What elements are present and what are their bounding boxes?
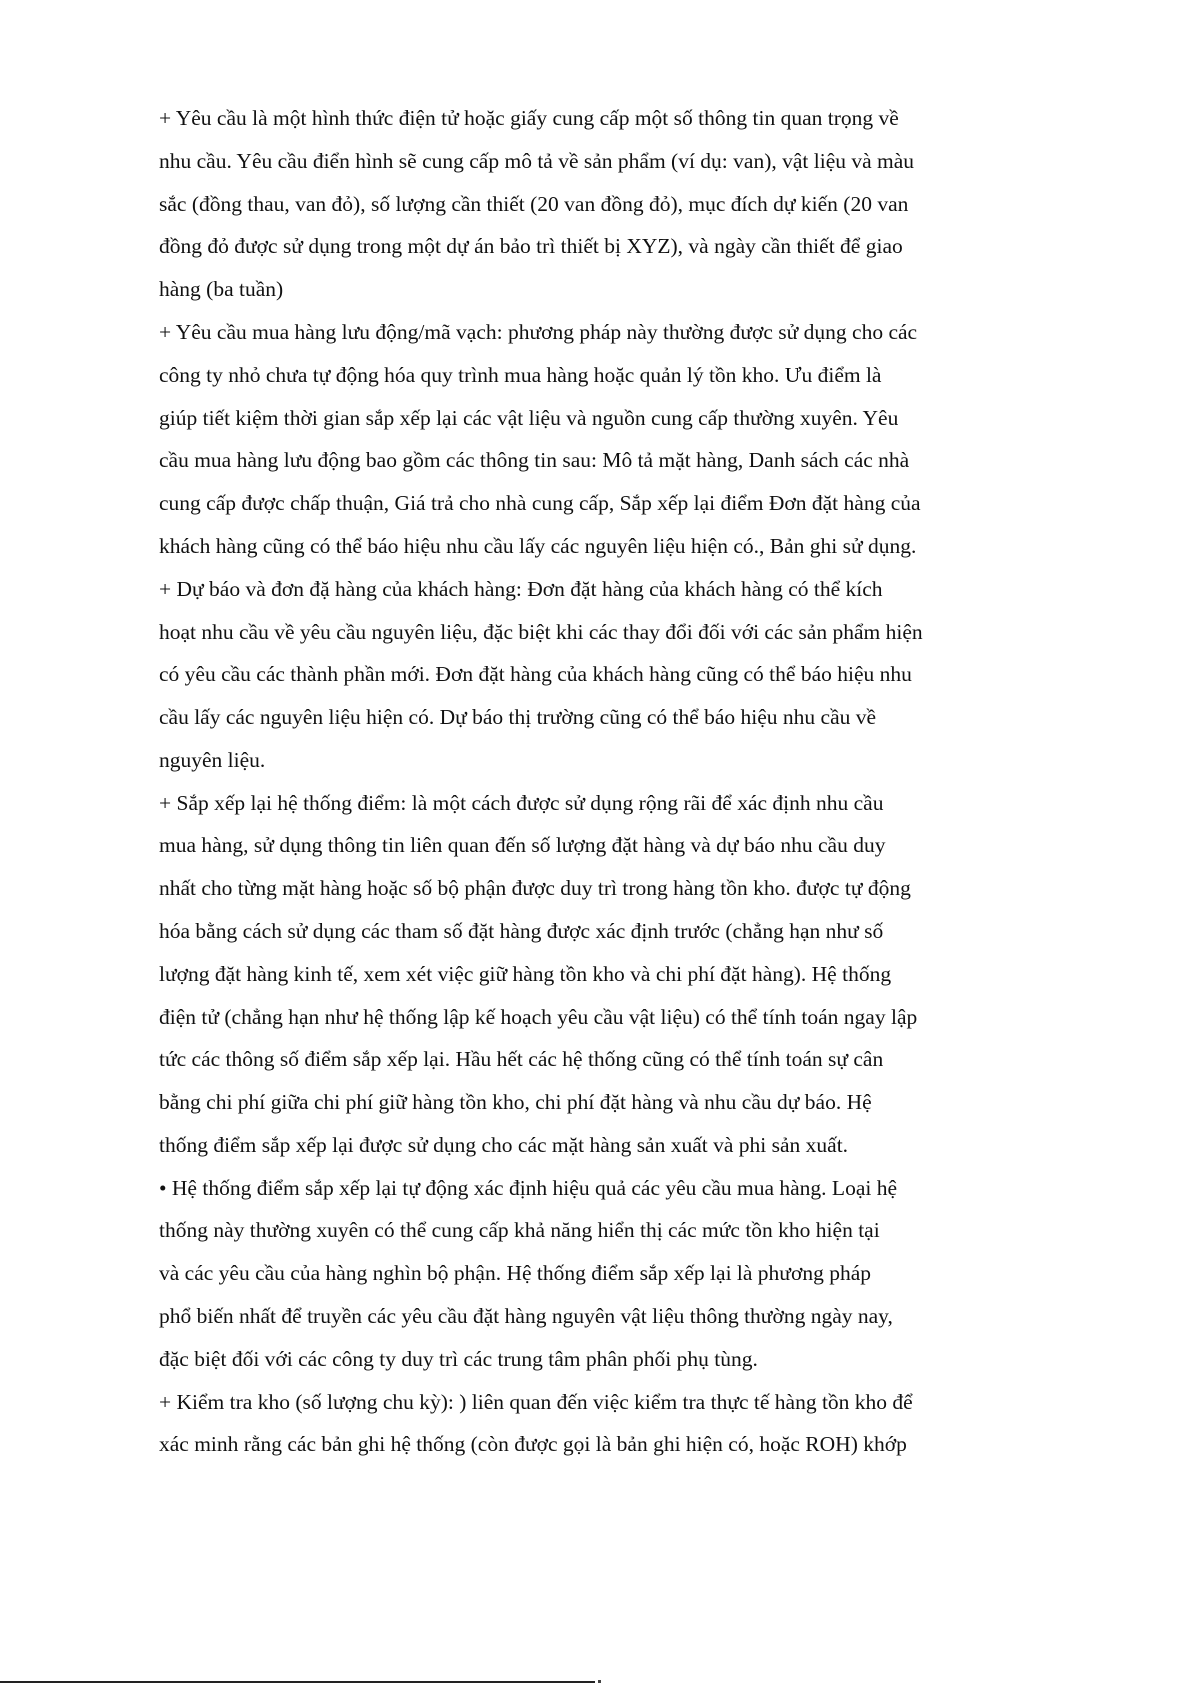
text-line: điện tử (chẳng hạn như hệ thống lập kế hoạch yêu cầu vật liệu) có thể tính toán ngay lập [159,1005,918,1029]
text-line: nguyên liệu. [159,748,266,772]
text-line: hàng (ba tuần) [159,277,284,301]
text-line: + Yêu cầu mua hàng lưu động/mã vạch: phương pháp này thường được sử dụng cho các [159,320,918,344]
text-line: + Kiểm tra kho (số lượng chu kỳ): ) liên quan đến việc kiểm tra thực tế hàng tồn kho để [159,1390,913,1414]
text-line: hoạt nhu cầu về yêu cầu nguyên liệu, đặc biệt khi các thay đổi đối với các sản phẩm hiện [159,620,923,644]
text-line: giúp tiết kiệm thời gian sắp xếp lại các vật liệu và nguồn cung cấp thường xuyên. Yêu [159,406,899,430]
text-line: xác minh rằng các bản ghi hệ thống (còn được gọi là bản ghi hiện có, hoặc ROH) khớp [159,1432,907,1456]
text-line: công ty nhỏ chưa tự động hóa quy trình mua hàng hoặc quản lý tồn kho. Ưu điểm là [159,363,882,387]
footer-rule [0,1681,595,1683]
text-line: nhất cho từng mặt hàng hoặc số bộ phận được duy trì trong hàng tồn kho. được tự động [159,876,911,900]
text-line: phổ biến nhất để truyền các yêu cầu đặt hàng nguyên vật liệu thông thường ngày nay, [159,1304,893,1328]
text-line: thống điểm sắp xếp lại được sử dụng cho các mặt hàng sản xuất và phi sản xuất. [159,1133,849,1157]
text-line: cầu mua hàng lưu động bao gồm các thông tin sau: Mô tả mặt hàng, Danh sách các nhà [159,448,910,472]
text-line: + Sắp xếp lại hệ thống điểm: là một cách được sử dụng rộng rãi để xác định nhu cầu [159,791,884,815]
bullet-line: • Hệ thống điểm sắp xếp lại tự động xác định hiệu quả các yêu cầu mua hàng. Loại hệ [159,1176,898,1200]
text-line: lượng đặt hàng kinh tế, xem xét việc giữ hàng tồn kho và chi phí đặt hàng). Hệ thống [159,962,892,986]
text-line: tức các thông số điểm sắp xếp lại. Hầu hết các hệ thống cũng có thể tính toán sự cân [159,1047,884,1071]
text-line: + Yêu cầu là một hình thức điện tử hoặc giấy cung cấp một số thông tin quan trọng về [159,106,899,130]
text-line: sắc (đồng thau, van đỏ), số lượng cần thiết (20 van đồng đỏ), mục đích dự kiến (20 van [159,192,909,216]
text-line: đặc biệt đối với các công ty duy trì các trung tâm phân phối phụ tùng. [159,1347,758,1371]
text-line: và các yêu cầu của hàng nghìn bộ phận. Hệ thống điểm sắp xếp lại là phương pháp [159,1261,871,1285]
text-line: có yêu cầu các thành phần mới. Đơn đặt hàng của khách hàng cũng có thể báo hiệu nhu [159,662,912,686]
text-line: nhu cầu. Yêu cầu điển hình sẽ cung cấp mô tả về sản phẩm (ví dụ: van), vật liệu và màu [159,149,915,173]
footer-rule-end [598,1680,601,1683]
text-line: mua hàng, sử dụng thông tin liên quan đến số lượng đặt hàng và dự báo nhu cầu duy [159,833,886,857]
text-line: thống này thường xuyên có thể cung cấp khả năng hiển thị các mức tồn kho hiện tại [159,1218,880,1242]
text-line: + Dự báo và đơn đặ hàng của khách hàng: Đơn đặt hàng của khách hàng có thể kích [159,577,883,601]
text-line: khách hàng cũng có thể báo hiệu nhu cầu lấy các nguyên liệu hiện có., Bản ghi sử dụng. [159,534,917,558]
text-line: hóa bằng cách sử dụng các tham số đặt hàng được xác định trước (chẳng hạn như số [159,919,884,943]
text-line: cung cấp được chấp thuận, Giá trả cho nhà cung cấp, Sắp xếp lại điểm Đơn đặt hàng của [159,491,921,515]
text-line: bằng chi phí giữa chi phí giữ hàng tồn kho, chi phí đặt hàng và nhu cầu dự báo. Hệ [159,1090,872,1114]
text-line: cầu lấy các nguyên liệu hiện có. Dự báo thị trường cũng có thể báo hiệu nhu cầu về [159,705,877,729]
text-line: đồng đỏ được sử dụng trong một dự án bảo trì thiết bị XYZ), và ngày cần thiết để giao [159,234,903,258]
